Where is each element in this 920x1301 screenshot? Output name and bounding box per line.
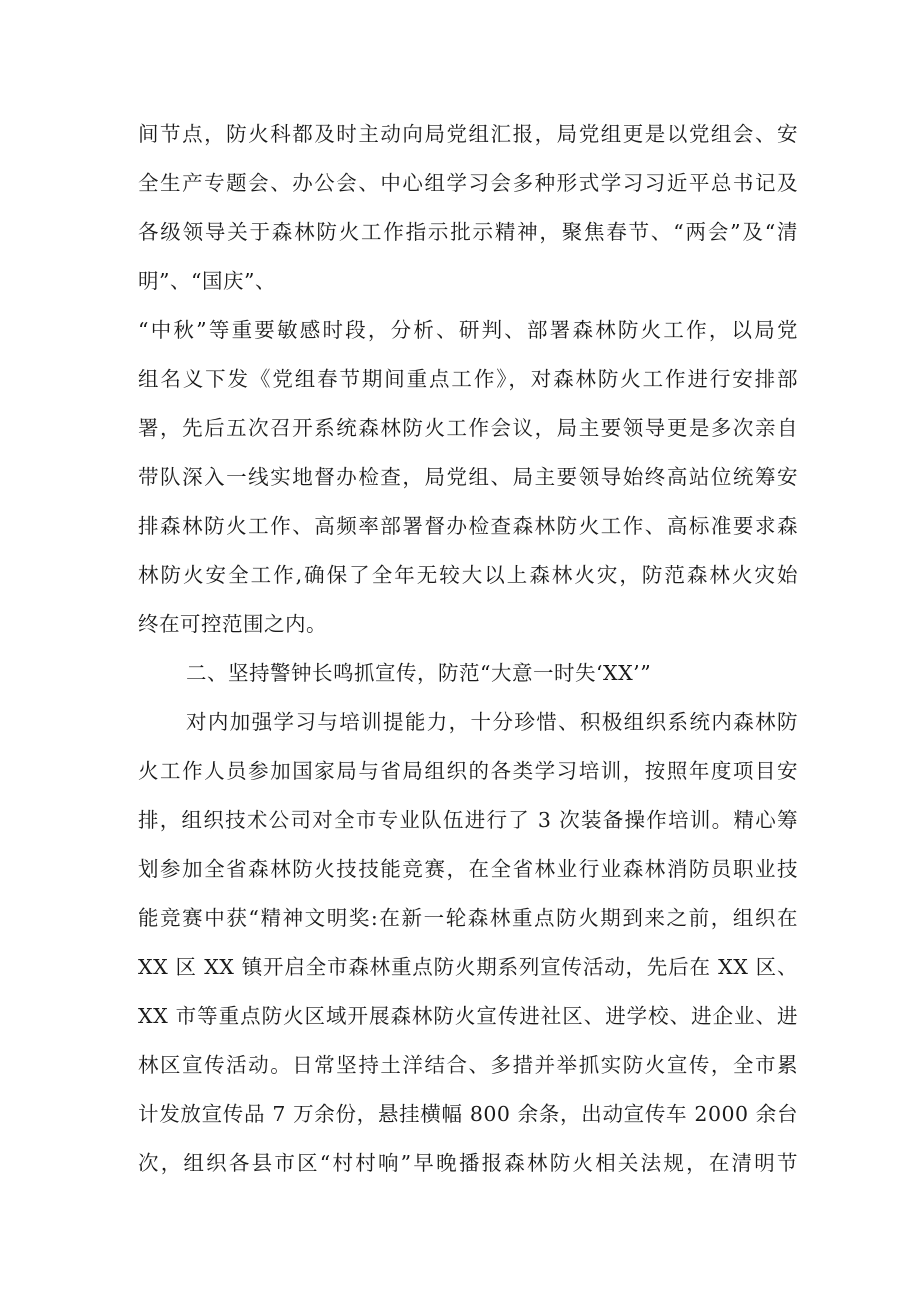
paragraph-line: 林防火安全工作,确保了全年无较大以上森林火灾，防范森林火灾始 xyxy=(138,563,798,587)
paragraph-line: 全生产专题会、办公会、中心组学习会多种形式学习习近平总书记及 xyxy=(138,171,798,195)
paragraph-line: 林区宣传活动。日常坚持土洋结合、多措并举抓实防火宣传，全市累 xyxy=(138,1053,798,1077)
paragraph-line: 排森林防火工作、高频率部署督办检查森林防火工作、高标准要求森 xyxy=(138,514,798,538)
paragraph-line: 计发放宣传品 7 万余份，悬挂横幅 800 余条，出动宣传车 2000 余台 xyxy=(138,1102,798,1126)
paragraph-line: 能竞赛中获“精神文明奖:在新一轮森林重点防火期到来之前，组织在 xyxy=(138,906,798,930)
paragraph-line: XX 市等重点防火区域开展森林防火宣传进社区、进学校、进企业、进 xyxy=(138,1004,798,1028)
paragraph-line: 排，组织技术公司对全市专业队伍进行了 3 次装备操作培训。精心筹 xyxy=(138,808,798,832)
paragraph-line: 对内加强学习与培训提能力，十分珍惜、积极组织系统内森林防 xyxy=(186,710,798,734)
paragraph-line: 次，组织各县市区“村村响”早晚播报森林防火相关法规，在清明节 xyxy=(138,1151,798,1175)
paragraph-line: 各级领导关于森林防火工作指示批示精神，聚焦春节、“两会”及“清 xyxy=(138,220,798,244)
paragraph-line: 署，先后五次召开系统森林防火工作会议，局主要领导更是多次亲自 xyxy=(138,416,798,440)
paragraph-line: 火工作人员参加国家局与省局组织的各类学习培训，按照年度项目安 xyxy=(138,759,798,783)
paragraph-line: 带队深入一线实地督办检查，局党组、局主要领导始终高站位统筹安 xyxy=(138,465,798,489)
section-heading: 二、坚持警钟长鸣抓宣传，防范“大意一时失‘XX’” xyxy=(186,661,652,685)
paragraph-line: 终在可控范围之内。 xyxy=(138,612,327,636)
paragraph-line: 组名义下发《党组春节期间重点工作》，对森林防火工作进行安排部 xyxy=(138,367,798,391)
paragraph-line: 间节点，防火科都及时主动向局党组汇报，局党组更是以党组会、安 xyxy=(138,122,798,146)
paragraph-line: 明”、“国庆”、 xyxy=(138,269,276,293)
paragraph-line: “中秋”等重要敏感时段，分析、研判、部署森林防火工作，以局党 xyxy=(138,318,798,342)
paragraph-line: 划参加全省森林防火技技能竞赛，在全省林业行业森林消防员职业技 xyxy=(138,857,798,881)
paragraph-line: XX 区 XX 镇开启全市森林重点防火期系列宣传活动，先后在 XX 区、 xyxy=(138,955,798,979)
